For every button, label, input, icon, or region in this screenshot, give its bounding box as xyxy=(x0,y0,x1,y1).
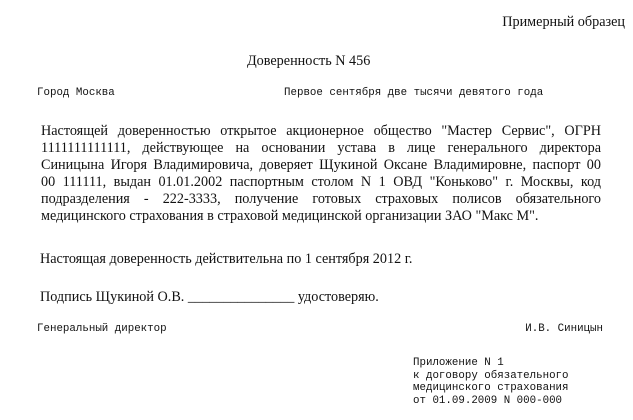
body-line: подразделения - 222-3333, получение готовых страховых полисов обязательного xyxy=(41,191,601,207)
body-line: 00 111111, выдан 01.01.2002 паспортным столом N 1 ОВД "Коньково" г. Москвы, код xyxy=(41,174,601,190)
validity-statement: Настоящая доверенность действительна по 1 сентября 2012 г. xyxy=(40,251,413,267)
appendix-reference xyxy=(413,357,569,407)
signatory-position: Генеральный директор xyxy=(37,323,167,335)
signatory-name: И.В. Синицын xyxy=(525,323,603,335)
body-line: 1111111111111, действующее на основании устава в лице генерального директора xyxy=(41,140,601,156)
date-line: Первое сентября две тысячи девятого года xyxy=(284,87,544,99)
body-line: Синицына Игоря Владимировича, доверяет Щукиной Оксане Владимировне, паспорт 00 xyxy=(41,157,601,173)
appendix-line: медицинского страхования xyxy=(413,382,569,395)
sample-label: Примерный образец xyxy=(502,14,625,30)
body-line: медицинского страхования в страховой медицинской организации ЗАО "Макс М". xyxy=(41,208,539,224)
body-line: Настоящей доверенностью открытое акционерное общество "Мастер Сервис", ОГРН xyxy=(41,123,601,139)
appendix-line: к договору обязательного xyxy=(413,369,569,382)
appendix-line: от 01.09.2009 N 000-000 xyxy=(413,394,563,407)
document-title: Доверенность N 456 xyxy=(247,53,371,69)
body-paragraph xyxy=(37,123,601,225)
signature-line: Подпись Щукиной О.В. _______________ удостоверяю. xyxy=(40,289,379,305)
city-line: Город Москва xyxy=(37,87,115,99)
appendix-line: Приложение N 1 xyxy=(413,357,504,369)
